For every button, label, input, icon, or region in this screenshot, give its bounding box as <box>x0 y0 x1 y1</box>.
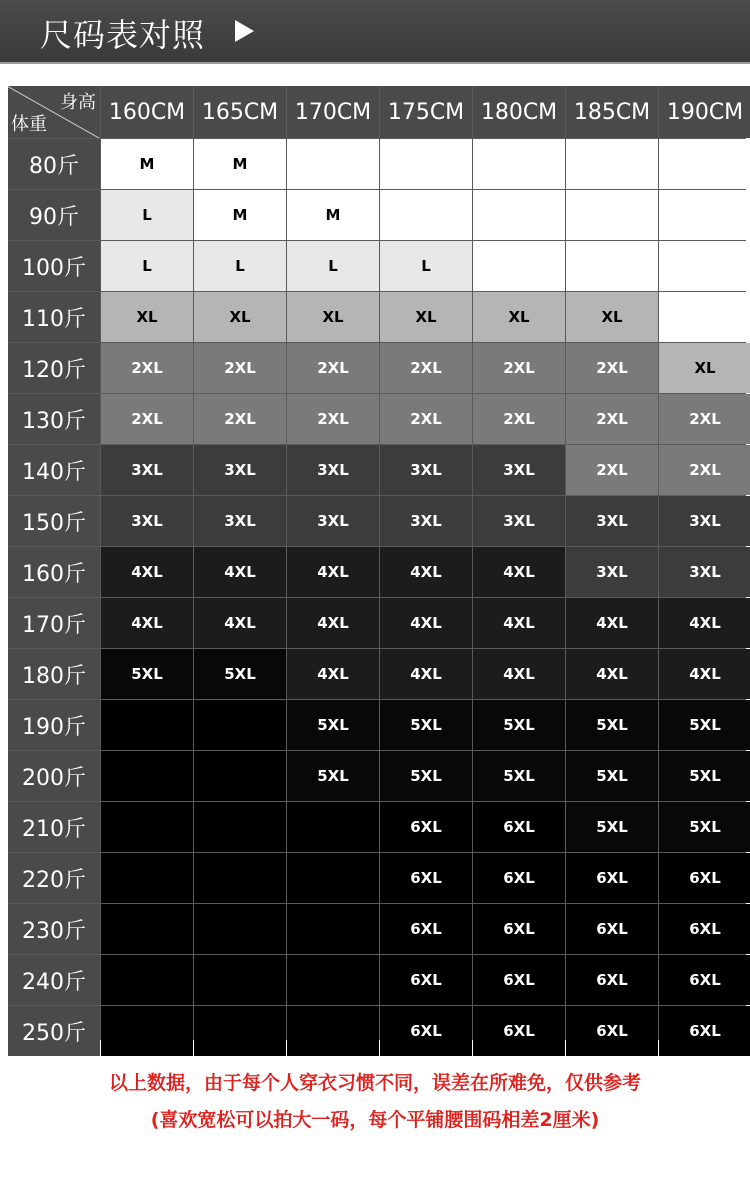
size-cell: 4XL <box>659 649 750 699</box>
size-cell: 4XL <box>659 598 750 648</box>
corner-height-label: 身高 <box>60 92 96 113</box>
size-cell: 2XL <box>473 394 565 444</box>
weight-header: 100斤 <box>8 241 100 291</box>
size-cell: 6XL <box>473 853 565 903</box>
size-cell: 5XL <box>380 751 472 801</box>
size-cell: 4XL <box>287 547 379 597</box>
size-cell: 6XL <box>380 802 472 852</box>
size-cell: 2XL <box>566 445 658 495</box>
size-cell: 6XL <box>566 904 658 954</box>
size-cell <box>194 751 286 801</box>
size-cell: 4XL <box>380 547 472 597</box>
size-cell: 3XL <box>194 496 286 546</box>
weight-header: 110斤 <box>8 292 100 342</box>
size-cell: 2XL <box>101 343 193 393</box>
size-cell <box>287 1006 379 1056</box>
size-cell <box>473 190 565 240</box>
size-cell: 4XL <box>287 598 379 648</box>
size-cell <box>659 292 750 342</box>
height-header: 180CM <box>473 86 565 138</box>
weight-header: 160斤 <box>8 547 100 597</box>
weight-header: 170斤 <box>8 598 100 648</box>
height-header: 185CM <box>566 86 658 138</box>
size-cell: M <box>101 139 193 189</box>
size-cell <box>566 139 658 189</box>
size-cell <box>194 904 286 954</box>
weight-header: 220斤 <box>8 853 100 903</box>
weight-header: 150斤 <box>8 496 100 546</box>
size-cell: 2XL <box>659 445 750 495</box>
weight-header: 200斤 <box>8 751 100 801</box>
size-cell: 4XL <box>380 598 472 648</box>
weight-header: 250斤 <box>8 1006 100 1056</box>
size-cell: 4XL <box>473 547 565 597</box>
sizing-tip-note: (喜欢宽松可以拍大一码，每个平铺腰围码相差2厘米) <box>150 1109 600 1131</box>
size-cell: 5XL <box>566 802 658 852</box>
size-cell: 4XL <box>473 598 565 648</box>
size-cell: 3XL <box>287 496 379 546</box>
size-cell: 3XL <box>380 445 472 495</box>
size-chart-table <box>8 86 746 1046</box>
size-cell: 6XL <box>380 904 472 954</box>
size-cell: 4XL <box>473 649 565 699</box>
size-cell: XL <box>287 292 379 342</box>
weight-header: 190斤 <box>8 700 100 750</box>
size-cell: 5XL <box>287 700 379 750</box>
size-cell: L <box>194 241 286 291</box>
size-cell <box>101 955 193 1005</box>
size-cell: 6XL <box>473 955 565 1005</box>
size-cell <box>287 853 379 903</box>
size-cell: 5XL <box>659 802 750 852</box>
size-cell: 2XL <box>287 394 379 444</box>
weight-header: 240斤 <box>8 955 100 1005</box>
size-cell: 2XL <box>566 394 658 444</box>
height-header: 175CM <box>380 86 472 138</box>
size-cell <box>287 904 379 954</box>
size-cell <box>101 1006 193 1056</box>
weight-header: 80斤 <box>8 139 100 189</box>
size-cell: 6XL <box>659 1006 750 1056</box>
size-cell: XL <box>380 292 472 342</box>
size-cell: 5XL <box>566 700 658 750</box>
size-cell: 5XL <box>566 751 658 801</box>
size-cell <box>659 190 750 240</box>
corner-weight-label: 体重 <box>11 114 47 135</box>
size-cell: 5XL <box>473 700 565 750</box>
size-cell: 3XL <box>566 496 658 546</box>
size-cell <box>194 955 286 1005</box>
size-cell <box>194 700 286 750</box>
size-cell: 6XL <box>380 955 472 1005</box>
weight-header: 140斤 <box>8 445 100 495</box>
size-cell <box>194 853 286 903</box>
play-arrow-icon <box>235 20 254 42</box>
size-cell: 5XL <box>473 751 565 801</box>
size-cell: 2XL <box>101 394 193 444</box>
size-cell: 2XL <box>194 394 286 444</box>
size-cell: 4XL <box>566 649 658 699</box>
size-cell: 4XL <box>566 598 658 648</box>
size-cell <box>287 802 379 852</box>
size-cell: 5XL <box>659 751 750 801</box>
size-cell: 6XL <box>566 955 658 1005</box>
size-cell: 6XL <box>473 802 565 852</box>
size-cell: 4XL <box>287 649 379 699</box>
size-cell <box>659 139 750 189</box>
size-cell: 4XL <box>101 547 193 597</box>
size-cell: 2XL <box>194 343 286 393</box>
size-cell: 3XL <box>194 445 286 495</box>
size-cell: 6XL <box>473 904 565 954</box>
size-cell: L <box>380 241 472 291</box>
size-cell: 2XL <box>380 343 472 393</box>
size-cell <box>380 139 472 189</box>
size-cell: 6XL <box>659 955 750 1005</box>
weight-header: 130斤 <box>8 394 100 444</box>
size-cell <box>287 955 379 1005</box>
size-cell: XL <box>566 292 658 342</box>
size-cell <box>566 241 658 291</box>
size-cell: 5XL <box>380 700 472 750</box>
size-cell: 4XL <box>101 598 193 648</box>
height-header: 190CM <box>659 86 750 138</box>
size-cell: 5XL <box>659 700 750 750</box>
size-cell: 6XL <box>659 904 750 954</box>
size-cell: 3XL <box>659 547 750 597</box>
size-cell: 5XL <box>194 649 286 699</box>
page-title: 尺码表对照 <box>40 16 206 54</box>
weight-header: 90斤 <box>8 190 100 240</box>
size-cell: 2XL <box>473 343 565 393</box>
size-cell: XL <box>659 343 750 393</box>
size-cell: 4XL <box>194 598 286 648</box>
size-cell: 3XL <box>380 496 472 546</box>
size-cell: 3XL <box>659 496 750 546</box>
size-cell: L <box>101 241 193 291</box>
size-cell: 3XL <box>566 547 658 597</box>
weight-header: 180斤 <box>8 649 100 699</box>
size-cell: M <box>194 139 286 189</box>
size-cell: 2XL <box>287 343 379 393</box>
size-cell: 6XL <box>566 1006 658 1056</box>
size-cell: XL <box>473 292 565 342</box>
weight-header: 230斤 <box>8 904 100 954</box>
size-cell: 2XL <box>566 343 658 393</box>
size-cell: L <box>101 190 193 240</box>
size-cell: 6XL <box>566 853 658 903</box>
size-cell: 6XL <box>380 1006 472 1056</box>
size-cell <box>101 751 193 801</box>
size-cell: 3XL <box>473 496 565 546</box>
height-header: 165CM <box>194 86 286 138</box>
size-cell: 6XL <box>659 853 750 903</box>
size-cell: XL <box>101 292 193 342</box>
size-cell <box>101 853 193 903</box>
page-header <box>0 0 750 64</box>
size-cell <box>473 241 565 291</box>
size-cell: XL <box>194 292 286 342</box>
size-cell: 4XL <box>380 649 472 699</box>
size-cell: 3XL <box>101 445 193 495</box>
size-cell: 5XL <box>287 751 379 801</box>
size-cell: 5XL <box>101 649 193 699</box>
size-cell: 6XL <box>473 1006 565 1056</box>
size-cell <box>194 802 286 852</box>
size-cell <box>101 802 193 852</box>
height-header: 170CM <box>287 86 379 138</box>
size-cell: 3XL <box>287 445 379 495</box>
size-cell <box>659 241 750 291</box>
size-cell: 3XL <box>101 496 193 546</box>
size-cell: L <box>287 241 379 291</box>
size-cell: 2XL <box>659 394 750 444</box>
size-cell <box>101 904 193 954</box>
size-cell <box>473 139 565 189</box>
size-cell <box>566 190 658 240</box>
size-cell: M <box>287 190 379 240</box>
weight-header: 210斤 <box>8 802 100 852</box>
size-cell <box>287 139 379 189</box>
size-cell <box>194 1006 286 1056</box>
table-corner <box>8 86 100 138</box>
size-cell: 3XL <box>473 445 565 495</box>
size-cell: 4XL <box>194 547 286 597</box>
size-cell: M <box>194 190 286 240</box>
height-header: 160CM <box>101 86 193 138</box>
size-cell: 6XL <box>380 853 472 903</box>
disclaimer-note: 以上数据，由于每个人穿衣习惯不同，误差在所难免，仅供参考 <box>108 1072 641 1094</box>
size-cell: 2XL <box>380 394 472 444</box>
size-cell <box>101 700 193 750</box>
weight-header: 120斤 <box>8 343 100 393</box>
size-cell <box>380 190 472 240</box>
